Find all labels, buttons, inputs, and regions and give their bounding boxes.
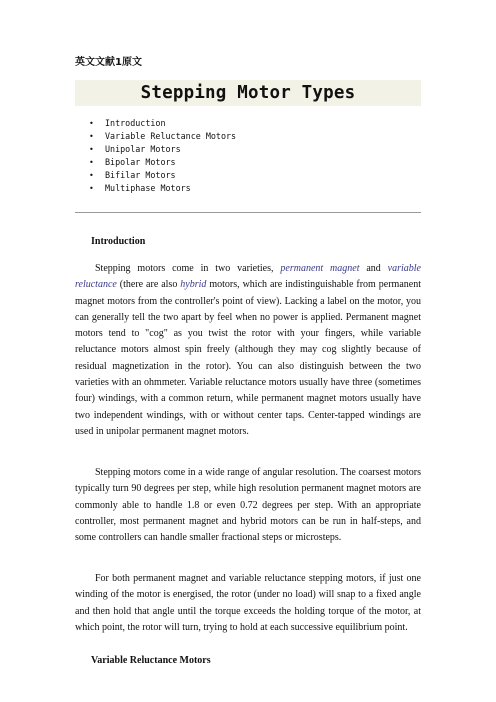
toc-item-label: Bipolar Motors	[105, 157, 176, 168]
toc-item-multiphase[interactable]	[89, 182, 236, 195]
toc-item-introduction[interactable]	[89, 117, 236, 130]
text-run: motors, which are indistinguishable from permanent magnet motors from the controller's point of view). Lacking a label on the motor, you can generally tell the two apart by feel when no power is applied. Permanent magnet motors tend to "cog" as you twist the rotor with your fingers, while variable reluctance motors almost spin freely (although they may cog slightly because of residual magnetization in the rotor). You can also distinguish between the two varieties with an ohmmeter. Variable reluctance motors usually have three (sometimes four) windings, with a common return, while permanent magnet motors usually have two independent windings, with or without center taps. Center-tapped windings are used in unipolar permanent magnet motors.	[75, 279, 421, 437]
bullet-icon: •	[89, 119, 94, 128]
text-run: (there are also	[116, 279, 181, 291]
toc-item-bifilar[interactable]	[89, 169, 236, 182]
toc-item-label: Unipolar Motors	[105, 144, 181, 155]
bullet-icon: •	[89, 158, 94, 168]
intro-paragraph-2: Stepping motors come in a wide range of angular resolution. The coarsest motors typically turn 90 degrees per step, while high resolution permanent magnet motors are commonly able to handle 1.8 or even 0.72 degrees per step. With an appropriate controller, most permanent magnet and hybrid motors can be run in half-steps, and some controllers can handle smaller fractional steps or microsteps.	[75, 467, 421, 544]
toc-item-bipolar[interactable]	[89, 156, 236, 169]
bullet-icon: •	[89, 132, 94, 142]
text-run: Stepping motors come in two varieties,	[95, 263, 281, 274]
toc-item-label: Introduction	[105, 118, 166, 128]
toc-item-label: Multiphase Motors	[105, 183, 191, 194]
intro-paragraph-1	[75, 261, 421, 440]
term-variable-reluctance: variable reluctance	[75, 263, 421, 291]
section-heading-introduction: Introduction	[91, 236, 146, 247]
term-permanent-magnet: permanent magnet	[280, 263, 360, 274]
term-hybrid: hybrid	[180, 279, 207, 291]
toc-item-unipolar[interactable]	[89, 143, 236, 156]
document-label: 英文文献1原文	[75, 57, 142, 68]
bullet-icon: •	[89, 184, 94, 194]
text-run: and	[359, 263, 388, 274]
toc-item-label: Bifilar Motors	[105, 170, 176, 181]
table-of-contents	[89, 117, 236, 196]
horizontal-divider	[75, 212, 421, 213]
page-title: Stepping Motor Types	[75, 80, 421, 106]
bullet-icon: •	[89, 171, 94, 181]
toc-item-label: Variable Reluctance Motors	[105, 131, 237, 142]
toc-item-variable-reluctance[interactable]	[89, 130, 236, 143]
intro-paragraph-3: For both permanent magnet and variable reluctance stepping motors, if just one winding of the motor is energised, the rotor (under no load) will snap to a fixed angle and then hold that angle until the torque exceeds the holding torque of the motor, at which point, the rotor will turn, trying to hold at each successive equilibrium point.	[75, 573, 421, 633]
bullet-icon: •	[89, 145, 94, 155]
section-heading-variable-reluctance: Variable Reluctance Motors	[91, 655, 211, 666]
